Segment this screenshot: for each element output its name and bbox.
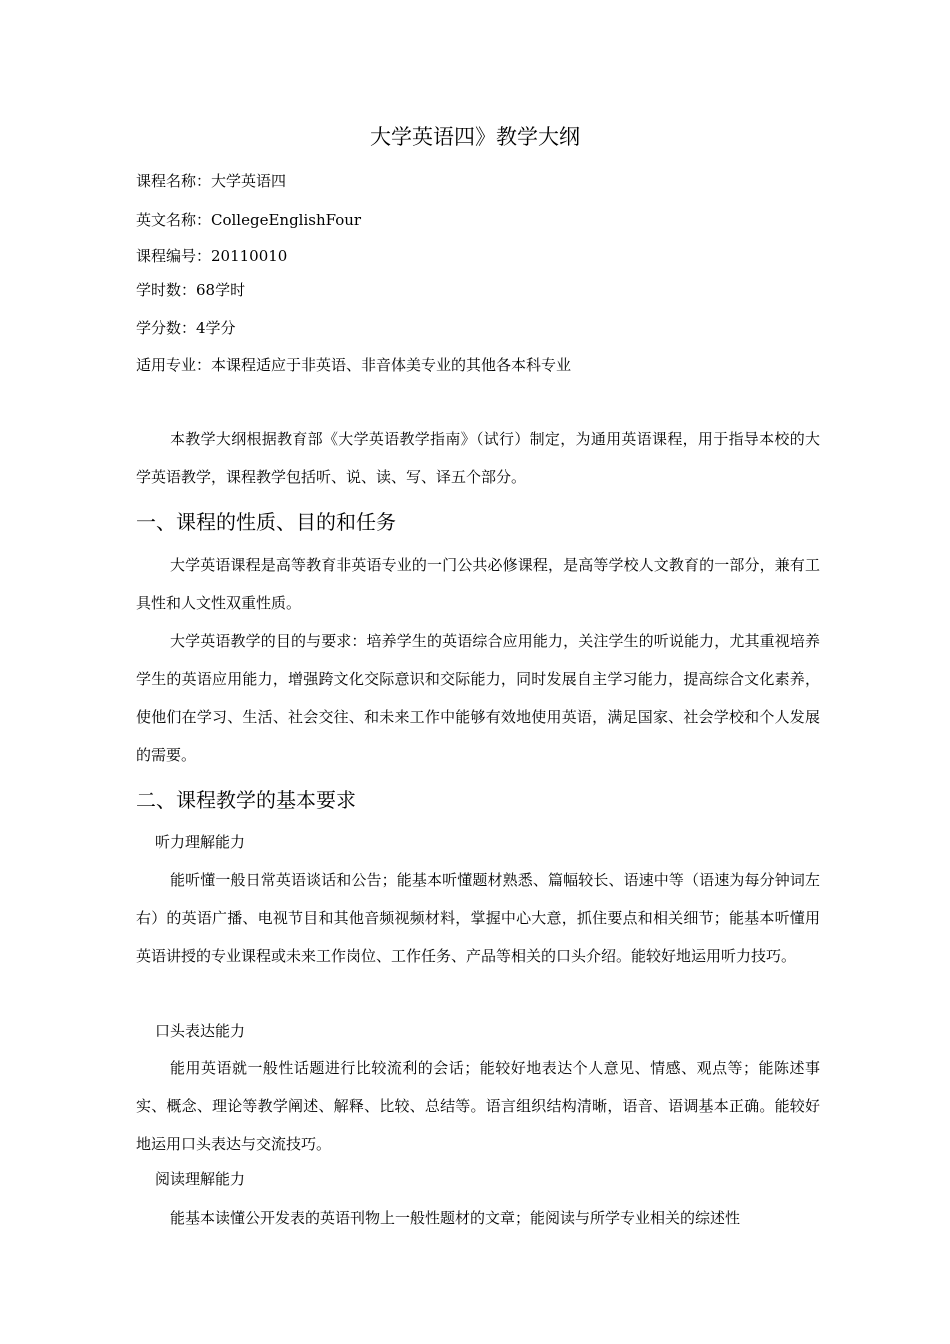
section-1-paragraph-2: 大学英语教学的目的与要求：培养学生的英语综合应用能力，关注学生的听说能力，尤其重视培养学生的英语应用能力，增强跨文化交际意识和交际能力，同时发展自主学习能力，提高综合文化素养，使他们在学习、生活、社会交往、和未来工作中能够有效地使用英语，满足国家、社会学校和个人发展的需要。 xyxy=(136,632,820,764)
listening-subheading: 听力理解能力 xyxy=(155,833,246,851)
speaking-paragraph: 能用英语就一般性话题进行比较流利的会话；能较好地表达个人意见、情感、观点等；能陈述事实、概念、理论等教学阐述、解释、比较、总结等。语言组织结构清晰，语音、语调基本正确。能较好地运用口头表达与交流技巧。 xyxy=(136,1059,820,1153)
speaking-subheading: 口头表达能力 xyxy=(155,1022,246,1040)
course-english-name: 英文名称：CollegeEnglishFour xyxy=(136,211,362,229)
course-hours: 学时数：68学时 xyxy=(136,281,246,299)
course-name: 课程名称：大学英语四 xyxy=(136,172,287,190)
section-1-heading: 一、课程的性质、目的和任务 xyxy=(136,510,396,534)
section-1-paragraph-1: 大学英语课程是高等教育非英语专业的一门公共必修课程，是高等学校人文教育的一部分，兼有工具性和人文性双重性质。 xyxy=(136,556,820,612)
intro-paragraph: 本教学大纲根据教育部《大学英语教学指南》（试行）制定，为通用英语课程，用于指导本校的大学英语教学，课程教学包括听、说、读、写、译五个部分。 xyxy=(136,430,820,486)
course-credits: 学分数：4学分 xyxy=(136,319,236,337)
course-code: 课程编号：20110010 xyxy=(136,247,288,265)
reading-subheading: 阅读理解能力 xyxy=(155,1170,246,1188)
reading-paragraph: 能基本读懂公开发表的英语刊物上一般性题材的文章；能阅读与所学专业相关的综述性 xyxy=(170,1209,741,1227)
applicable-majors: 适用专业：本课程适应于非英语、非音体美专业的其他各本科专业 xyxy=(136,356,572,374)
document-title: 大学英语四》教学大纲 xyxy=(370,125,580,149)
listening-paragraph: 能听懂一般日常英语谈话和公告；能基本听懂题材熟悉、篇幅较长、语速中等（语速为每分钟词左右）的英语广播、电视节目和其他音频视频材料，掌握中心大意，抓住要点和相关细节；能基本听懂用英语讲授的专业课程或未来工作岗位、工作任务、产品等相关的口头介绍。能较好地运用听力技巧。 xyxy=(136,871,820,965)
section-2-heading: 二、课程教学的基本要求 xyxy=(136,788,356,812)
